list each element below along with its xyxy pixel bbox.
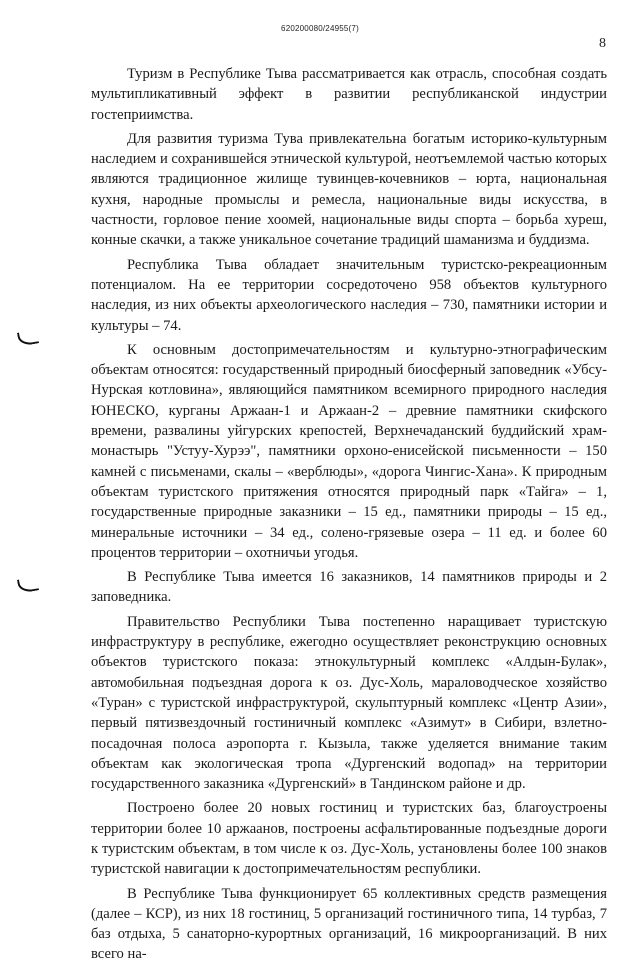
- paragraph: Для развития туризма Тува привлекательна богатым историко-культурным наследием и сохранившейся этнической культурой, неотъемлемой частью которых являются традиционное жилище тувинцев-кочевников – юрта, национальная кухня, народные промыслы и ремесла, национальные виды искусства, в частности, горловое пение хоомей, национальные виды спорта – борьба хуреш, конные скачки, а также уникальное сочетание традиций шаманизма и буддизма.: [91, 130, 607, 249]
- margin-bracket-mark: [17, 329, 39, 346]
- paragraph: В Республике Тыва имеется 16 заказников, 14 памятников природы и 2 заповедника.: [91, 569, 607, 606]
- page-number: 8: [599, 36, 606, 51]
- paragraph: Республика Тыва обладает значительным туристско-рекреационным потенциалом. На ее территории сосредоточено 958 объектов культурного наследия, из них объекты археологического наследия – 730, памятники истории и культуры – 74.: [91, 256, 607, 334]
- paragraph: Туризм в Республике Тыва рассматривается как отрасль, способная создать мультипликативный эффект в развитии республиканской индустрии гостеприимства.: [91, 66, 607, 123]
- paragraph: Правительство Республики Тыва постепенно наращивает туристскую инфраструктуру в республике, ежегодно осуществляет реконструкцию основных объектов туристского показа: этнокультурный комплекс «Алдын-Булак», автомобильная подъездная дорога к оз. Дус-Холь, мараловодческое хозяйство «Туран» с туристской инфраструктурой, скульптурный комплекс «Центр Азии», первый пятизвездочный гостиничный комплекс «Азимут» в Сибири, взлетно-посадочная полоса аэропорта г. Кызыла, также уделяется внимание таким объектам как экологическая тропа «Дургенский водопад» на территории государственного заказника «Дургенский» в Тандинском районе и др.: [91, 613, 607, 793]
- paragraph: К основным достопримечательностям и культурно-этнографическим объектам относятся: государственный природный биосферный заповедник «Убсу-Нурская котловина», являющийся памятником всемирного природного наследия ЮНЕСКО, курганы Аржаан-1 и Аржаан-2 – древние памятники скифского времени, развалины уйгурских крепостей, Верхнечаданский буддийский храм-монастырь "Устуу-Хурээ", памятники орхоно-енисейской письменности – 150 камней с письменами, скалы – «верблюды», «дорога Чингис-Хана». К природным объектам туристского притяжения относятся природный парк «Тайга» – 1, государственные природные заказники – 15 ед., памятники природы – 15 ед., минеральные источники – 34 ед., солено-грязевые озера – 11 ед. и более 60 процентов территории – охотничьи угодья.: [91, 341, 607, 561]
- document-id: 620200080/24955(7): [281, 24, 359, 33]
- paragraph: Построено более 20 новых гостиниц и туристских баз, благоустроены территории более 10 аржаанов, построены асфальтированные подъездные дороги к туристским объектам, в том числе к оз. Дус-Холь, установлены более 100 знаков туристской навигации к достопримечательностям республики.: [91, 800, 607, 878]
- paragraph: В Республике Тыва функционирует 65 коллективных средств размещения (далее – КСР), из них 18 гостиниц, 5 организаций гостиничного типа, 14 турбаз, 7 баз отдыха, 5 санаторно-курортных организаций, 16 микроорганизаций. В них всего на-: [91, 885, 607, 963]
- body-text: [91, 64, 607, 965]
- margin-bracket-mark: [17, 576, 39, 593]
